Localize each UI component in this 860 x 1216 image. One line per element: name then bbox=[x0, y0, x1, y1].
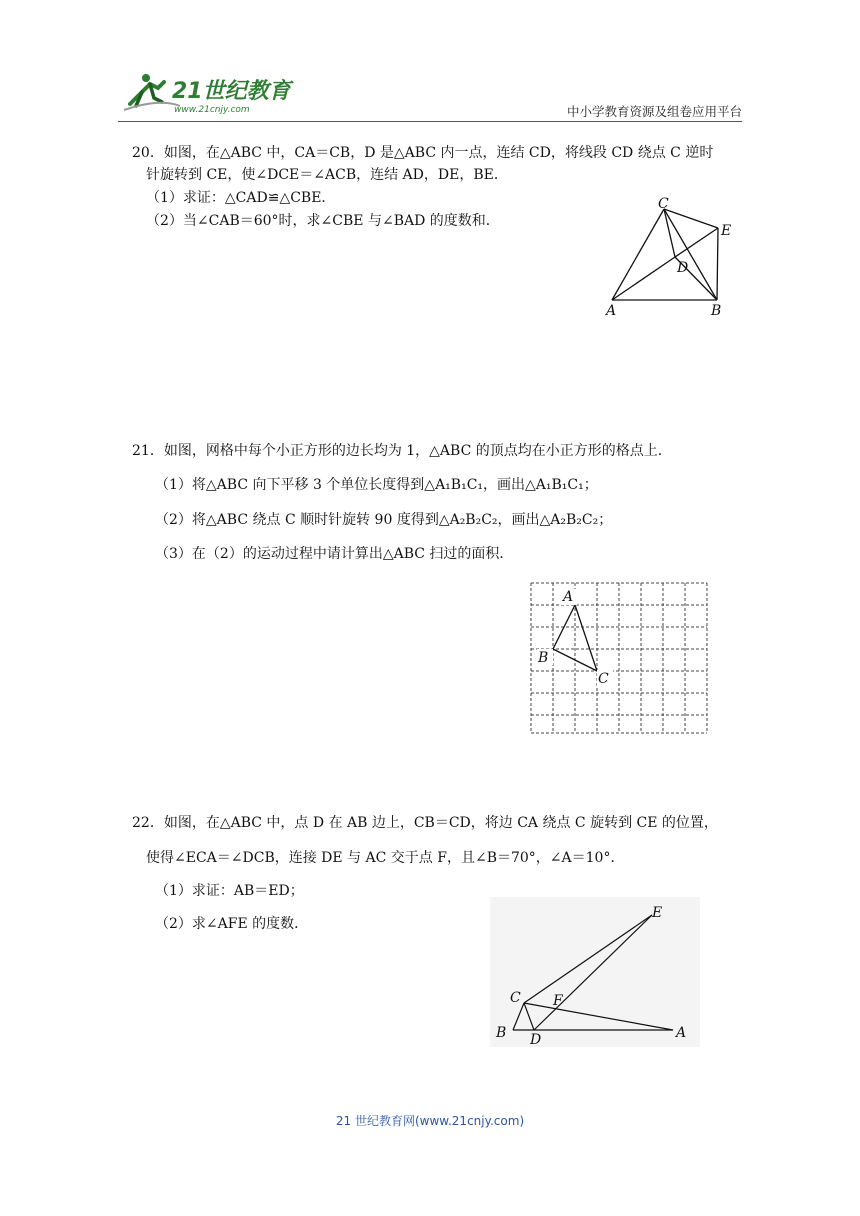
q20-part1: （1）求证：△CAD≌△CBE． bbox=[146, 190, 336, 206]
figure-background bbox=[490, 897, 700, 1047]
header-divider bbox=[118, 121, 742, 122]
footer-link[interactable]: 21 世纪教育网(www.21cnjy.com) bbox=[335, 1114, 525, 1128]
q22-stem-line2: 使得∠ECA＝∠DCB，连接 DE 与 AC 交于点 F，且∠B＝70°，∠A＝10°． bbox=[146, 850, 625, 866]
q22-label-f: F bbox=[553, 993, 563, 1009]
q22-stem-line1: 22．如图，在△ABC 中，点 D 在 AB 边上，CB＝CD，将边 CA 绕点 C 旋转到 CE 的位置， bbox=[132, 815, 718, 831]
q20-label-b: B bbox=[711, 303, 722, 319]
q22-figure bbox=[490, 897, 700, 1047]
q20-figure bbox=[600, 195, 745, 320]
q21-label-a: A bbox=[563, 589, 574, 605]
q22-label-a: A bbox=[676, 1025, 687, 1041]
q20-stem-line2: 针旋转到 CE，使∠DCE＝∠ACB，连结 AD，DE，BE． bbox=[146, 167, 508, 183]
q22-part2: （2）求∠AFE 的度数． bbox=[155, 916, 309, 932]
platform-name: 中小学教育资源及组卷应用平台 bbox=[566, 104, 742, 119]
grid-lines bbox=[531, 583, 707, 733]
q22-label-e: E bbox=[652, 905, 663, 921]
q20-label-e: E bbox=[721, 223, 732, 239]
q20-stem-line1: 20．如图，在△ABC 中，CA＝CB，D 是△ABC 内一点，连结 CD，将线段 CD 绕点 C 逆时 bbox=[132, 145, 714, 161]
q21-part3: （3）在（2）的运动过程中请计算出△ABC 扫过的面积． bbox=[155, 546, 514, 562]
q21-stem: 21．如图，网格中每个小正方形的边长均为 1，△ABC 的顶点均在小正方形的格点上． bbox=[132, 443, 672, 459]
q22-label-c: C bbox=[510, 990, 521, 1006]
q21-grid-figure bbox=[525, 577, 715, 739]
q22-label-b: B bbox=[496, 1025, 507, 1041]
logo-url: www.21cnjy.com bbox=[174, 105, 250, 115]
q20-part2: （2）当∠CAB＝60°时，求∠CBE 与∠BAD 的度数和． bbox=[146, 213, 500, 229]
q21-part2: （2）将△ABC 绕点 C 顺时针旋转 90 度得到△A₂B₂C₂，画出△A₂B₂C₂； bbox=[155, 512, 613, 528]
logo-text: 21世纪教育 bbox=[172, 79, 291, 104]
site-logo bbox=[120, 68, 295, 116]
q21-part1: （1）将△ABC 向下平移 3 个单位长度得到△A₁B₁C₁，画出△A₁B₁C₁； bbox=[155, 477, 598, 493]
q20-label-a: A bbox=[606, 303, 617, 319]
q21-label-b: B bbox=[538, 650, 549, 666]
q20-label-d: D bbox=[677, 260, 689, 276]
q20-label-c: C bbox=[658, 196, 669, 212]
q22-label-d: D bbox=[530, 1032, 542, 1047]
q21-label-c: C bbox=[598, 671, 609, 687]
q22-part1: （1）求证：AB＝ED； bbox=[155, 883, 304, 899]
